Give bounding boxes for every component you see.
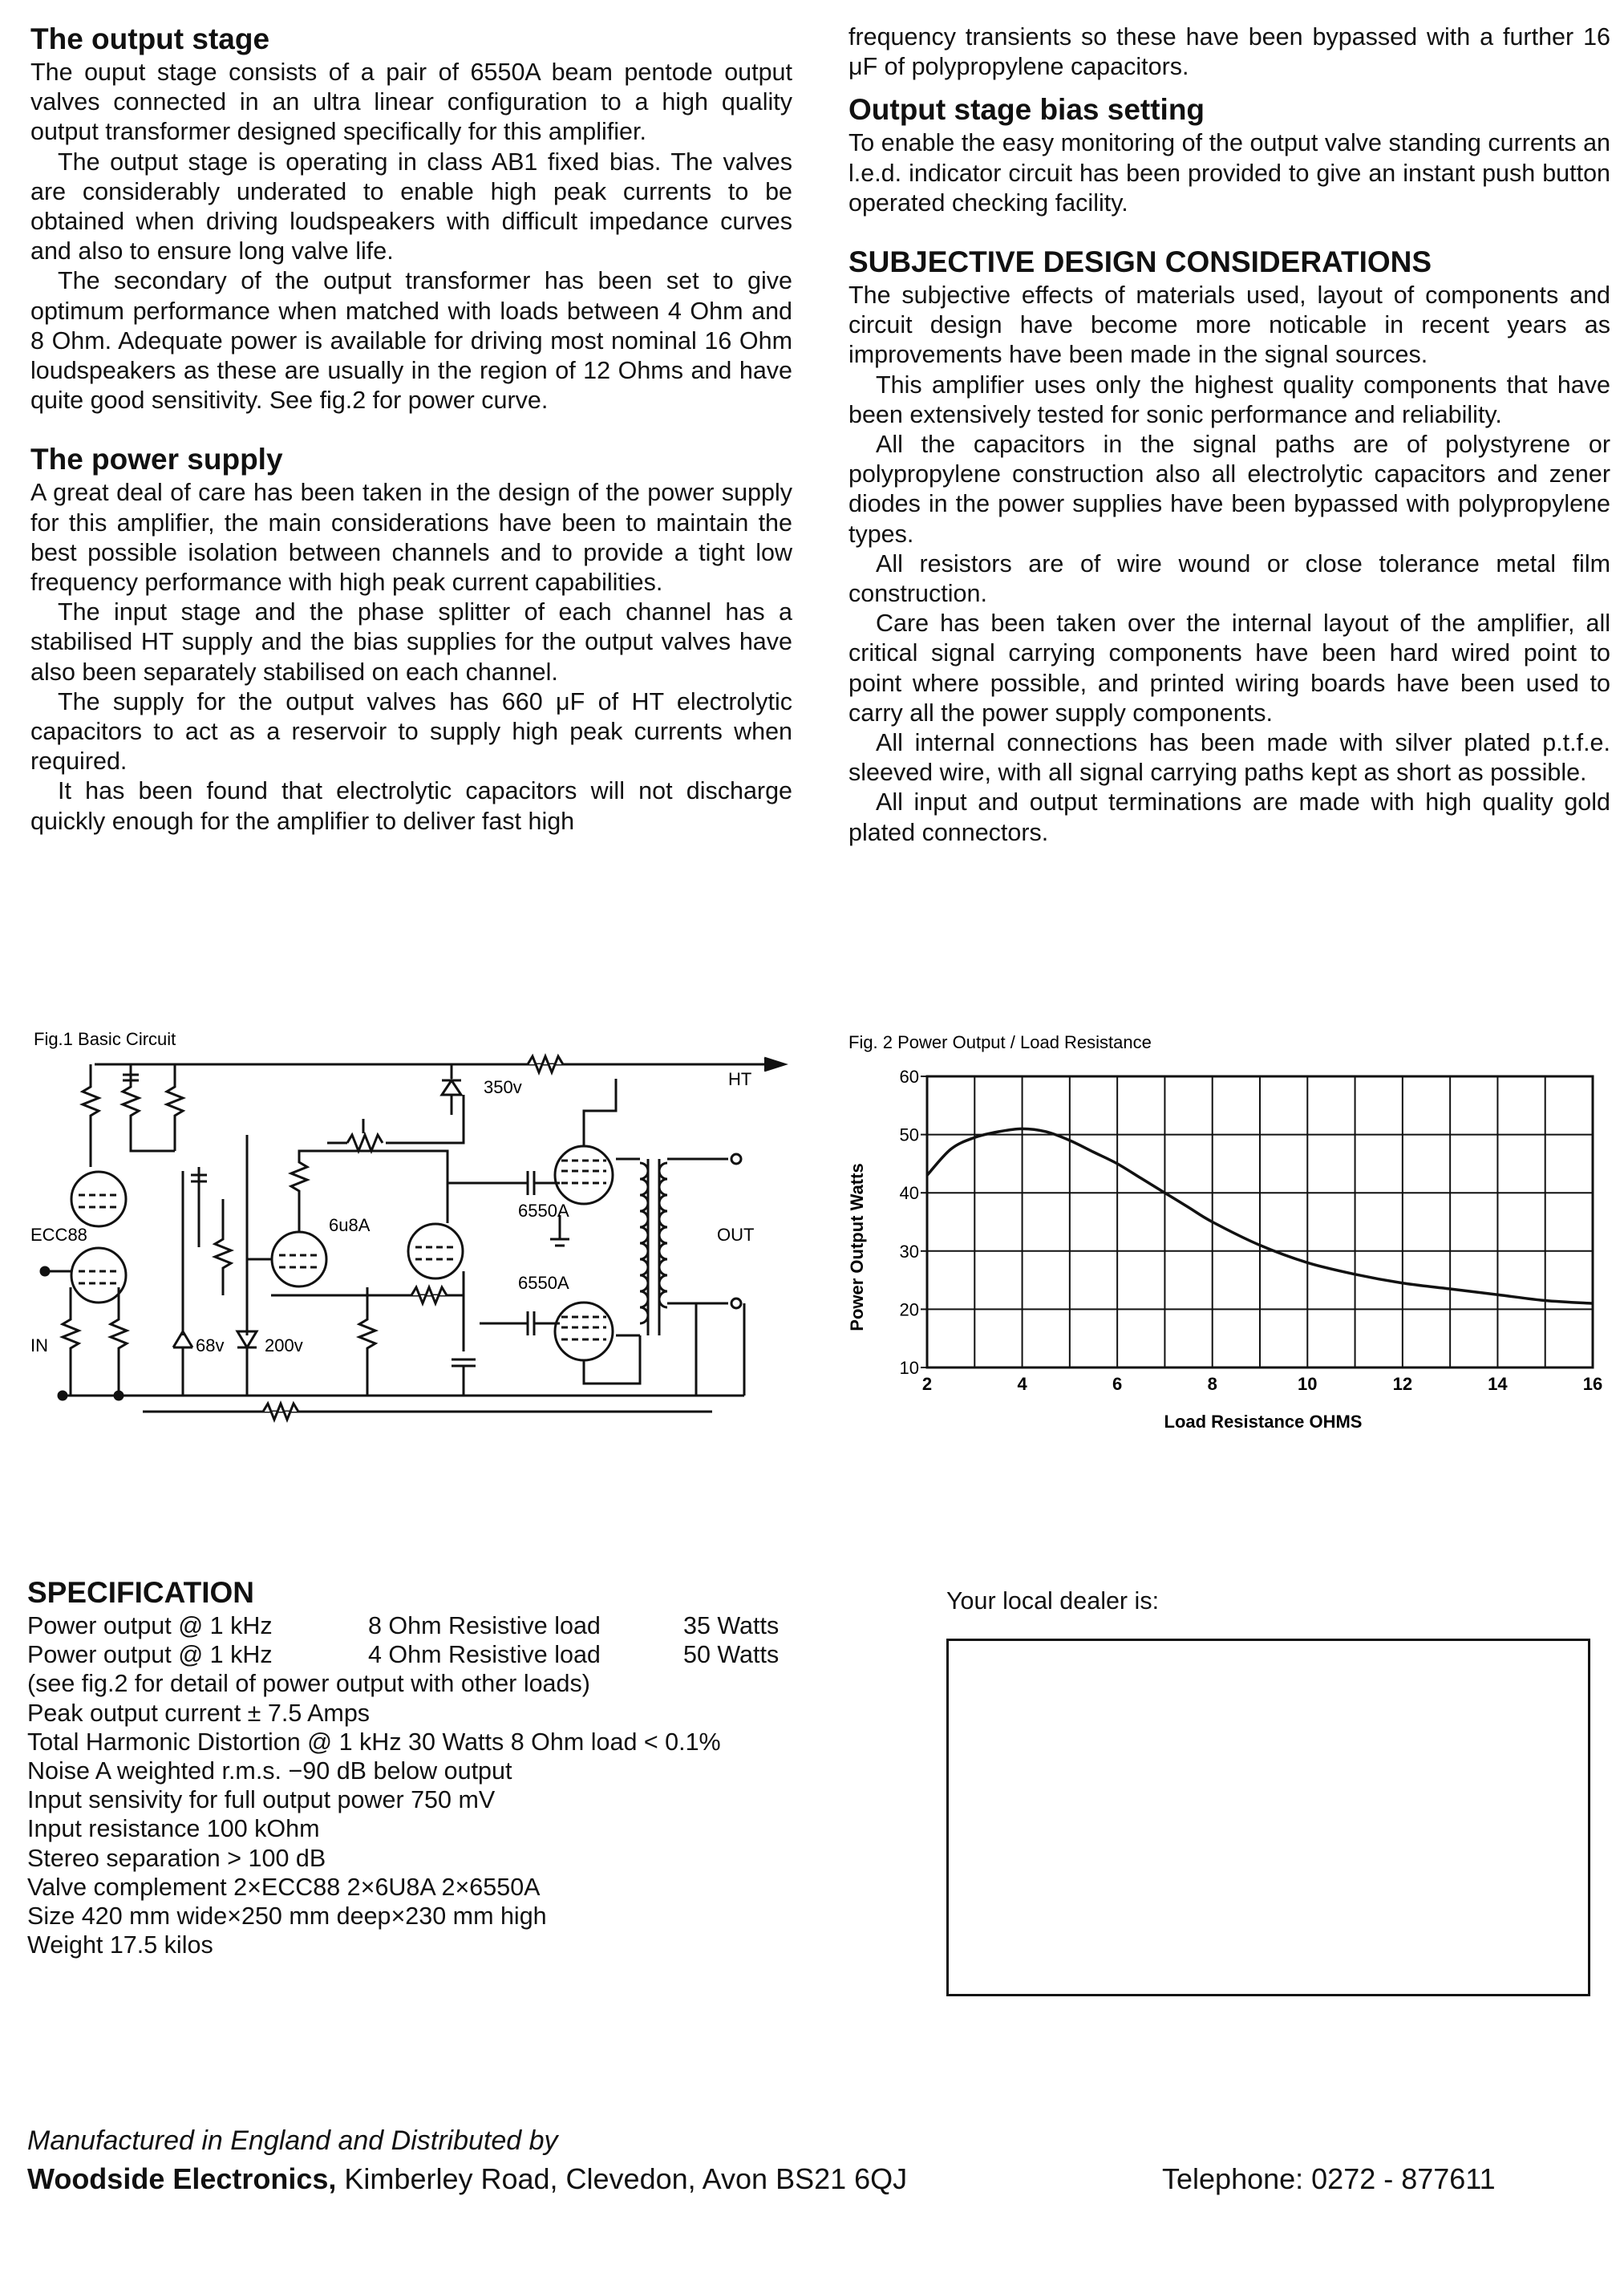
fig1-basic-circuit (30, 1031, 800, 1464)
label-6550a-top: 6550A (518, 1201, 569, 1221)
spec-row (27, 1640, 909, 1669)
cathode-resistor (111, 1287, 127, 1396)
heading-bias-setting: Output stage bias setting (848, 93, 1205, 127)
ht-arrow (764, 1058, 784, 1071)
spec-label: Power output @ 1 kHz (27, 1641, 273, 1669)
paragraph: The supply for the output valves has 660 μF of HT electrolytic capacitors to act as a reservoir to supply high peak currents when required. (30, 687, 792, 776)
chart-x-tick-label: 8 (1207, 1374, 1217, 1394)
label-ecc88: ECC88 (30, 1225, 87, 1245)
chart-y-tick-label: 50 (899, 1124, 919, 1145)
paragraph: All input and output terminations are made with high quality gold plated connectors. (848, 788, 1610, 846)
spec-line: Weight 17.5 kilos (27, 1931, 213, 1959)
label-in: IN (30, 1335, 48, 1355)
heading-subjective-design: SUBJECTIVE DESIGN CONSIDERATIONS (848, 245, 1432, 279)
paragraph: The input stage and the phase splitter of each channel has a stabilised HT supply and the bias supplies for the output valves have also been separately stabilised on each channel. (30, 598, 792, 686)
spec-value: 35 Watts (683, 1612, 780, 1639)
chart-x-tick-label: 16 (1582, 1374, 1603, 1394)
footer-address-line (27, 2160, 1591, 2198)
section-power-supply (30, 443, 792, 836)
paragraph: The subjective effects of materials used, layout of components and circuit design have become more noticable in recent years as improvements have been made in the signal sources. (848, 282, 1610, 369)
valve-6550a-top (555, 1146, 613, 1204)
label-ht: HT (728, 1069, 752, 1089)
paragraph: frequency transients so these have been bypassed with a further 16 μF of polypropylene capacitors. (848, 23, 1610, 81)
chart-y-axis-label: Power Output Watts (848, 1163, 867, 1331)
spec-line: Noise A weighted r.m.s. −90 dB below output (27, 1757, 512, 1785)
section-continuation (848, 22, 1610, 82)
spec-line: (see fig.2 for detail of power output with other loads) (27, 1670, 590, 1698)
bias-pot (347, 1135, 383, 1151)
chart-y-tick-label: 30 (899, 1241, 919, 1262)
zener-200v (237, 1135, 257, 1396)
paragraph: A great deal of care has been taken in the design of the power supply for this amplifier, the main considerations have been to maintain the best possible isolation between channels and to provide a tight low frequency performance with high peak current capabilities. (30, 479, 792, 597)
paragraph: To enable the easy monitoring of the output valve standing currents an l.e.d. indicator circuit has been provided to give an instant push button operated checking facility. (848, 129, 1610, 217)
dealer-section (946, 1586, 1159, 1615)
valve-6u8a-left (272, 1232, 326, 1286)
resistor (167, 1064, 183, 1135)
chart-svg (848, 1031, 1610, 1448)
transformer-core (648, 1159, 659, 1335)
resistor (215, 1199, 231, 1295)
chart-y-tick-label: 40 (899, 1183, 919, 1204)
paragraph: All the capacitors in the signal paths are of polystyrene or polypropylene construction also all electrolytic capacitors and zener diodes in the power supplies have been bypassed with polypropylene types. (848, 431, 1610, 548)
left-column (30, 22, 792, 864)
paragraph: The secondary of the output transformer has been set to give optimum performance when matched with loads between 4 Ohm and 8 Ohm. Adequate power is available for driving most nominal 16 Ohm loudspeakers as these are usually in the region of 12 Ohms and have quite good sensitivity. See fig.2 for power curve. (30, 267, 792, 415)
resistor (359, 1287, 375, 1396)
coupling-cap-top (448, 1171, 560, 1195)
footer-manufactured: Manufactured in England and Distributed by (27, 2125, 558, 2156)
chart-x-tick-label: 10 (1298, 1374, 1318, 1394)
paragraph: All internal connections has been made with silver plated p.t.f.e. sleeved wire, with all signal carrying paths kept as short as possible. (848, 729, 1610, 787)
right-column (848, 22, 1610, 875)
circuit-schematic (30, 1031, 800, 1464)
valve-ecc88-top (71, 1172, 126, 1226)
chart-x-tick-label: 4 (1017, 1374, 1027, 1394)
spec-line: Peak output current ± 7.5 Amps (27, 1699, 371, 1727)
input-resistor (63, 1287, 79, 1396)
zener-350v (442, 1064, 461, 1115)
transformer-secondary (659, 1163, 667, 1307)
fig2-power-chart (848, 1031, 1610, 1448)
label-68v: 68v (196, 1335, 225, 1355)
label-out: OUT (717, 1225, 755, 1245)
label-6550a-bottom: 6550A (518, 1273, 569, 1293)
chart-x-axis-label: Load Resistance OHMS (1164, 1412, 1363, 1432)
capacitor (191, 1167, 207, 1247)
paragraph: Care has been taken over the internal layout of the amplifier, all critical signal carrying components have been hard wired point to point where possible, and printed wiring boards have been used to carry all the power supply components. (848, 610, 1610, 727)
chart-y-tick-label: 60 (899, 1067, 919, 1087)
paragraph: The output stage is operating in class AB1 fixed bias. The valves are considerably underated to enable high peak currents to be obtained when driving loudspeakers with difficult impedance curves and also to ensure long valve life. (30, 148, 792, 265)
valve-6550a-bottom (555, 1303, 613, 1360)
heading-power-supply: The power supply (30, 443, 283, 476)
spec-condition: 4 Ohm Resistive load (368, 1641, 601, 1669)
chart-x-tick-label: 12 (1392, 1374, 1413, 1394)
zener-68v (173, 1171, 192, 1396)
chart-title: Fig. 2 Power Output / Load Resistance (848, 1032, 1152, 1052)
coupling-cap-bottom (480, 1311, 560, 1335)
paragraph: This amplifier uses only the highest quality components that have been extensively tested for sonic performance and reliability. (848, 371, 1610, 428)
resistor (83, 1064, 99, 1135)
spec-row (27, 1611, 909, 1640)
chart-x-tick-label: 14 (1488, 1374, 1508, 1394)
specification (27, 1576, 909, 1959)
footer-company: Woodside Electronics, (27, 2162, 337, 2195)
paragraph: The ouput stage consists of a pair of 6550A beam pentode output valves connected in an ultra linear configuration to a high quality output transformer designed specifically for this amplifier. (30, 59, 792, 146)
spec-line: Stereo separation > 100 dB (27, 1844, 326, 1872)
chart-y-tick-label: 20 (899, 1299, 919, 1320)
dealer-label: Your local dealer is: (946, 1587, 1160, 1615)
spec-value: 50 Watts (683, 1641, 780, 1669)
spec-condition: 8 Ohm Resistive load (368, 1612, 601, 1639)
section-output-stage (30, 22, 792, 415)
footer-address: Kimberley Road, Clevedon, Avon BS21 6QJ (336, 2162, 908, 2195)
section-bias-setting (848, 93, 1610, 218)
spec-line: Size 420 mm wide×250 mm deep×230 mm high (27, 1902, 547, 1931)
paragraph: All resistors are of wire wound or close tolerance metal film construction. (848, 549, 1610, 608)
resistor (411, 1287, 447, 1303)
feedback-resistor (263, 1404, 298, 1420)
capacitor (452, 1271, 476, 1396)
chart-x-tick-label: 2 (921, 1374, 933, 1394)
footer-telephone: Telephone: 0272 - 877611 (1162, 2162, 1496, 2195)
chart-x-tick-label: 6 (1112, 1374, 1123, 1394)
rail-resistor (528, 1056, 563, 1072)
spec-line: Total Harmonic Distortion @ 1 kHz 30 Watts 8 Ohm load < 0.1% (27, 1728, 721, 1756)
spec-line: Valve complement 2×ECC88 2×6U8A 2×6550A (27, 1873, 541, 1901)
spec-line: Input sensivity for full output power 750 mV (27, 1786, 496, 1814)
dealer-box (946, 1639, 1590, 1996)
heading-specification: SPECIFICATION (27, 1576, 254, 1609)
spec-label: Power output @ 1 kHz (27, 1612, 273, 1639)
valve-6u8a-right (408, 1224, 463, 1278)
label-200v: 200v (265, 1335, 303, 1355)
fig1-title: Fig.1 Basic Circuit (34, 1031, 176, 1049)
spec-line: Input resistance 100 kOhm (27, 1815, 320, 1843)
label-6u8a: 6u8A (329, 1215, 371, 1235)
paragraph: It has been found that electrolytic capacitors will not discharge quickly enough for the amplifier to deliver fast high (30, 777, 792, 835)
label-350v: 350v (484, 1077, 522, 1097)
footer (27, 2121, 1591, 2198)
heading-output-stage: The output stage (30, 22, 270, 55)
chart-y-tick-label: 10 (899, 1358, 919, 1378)
section-subjective-design (848, 245, 1610, 848)
